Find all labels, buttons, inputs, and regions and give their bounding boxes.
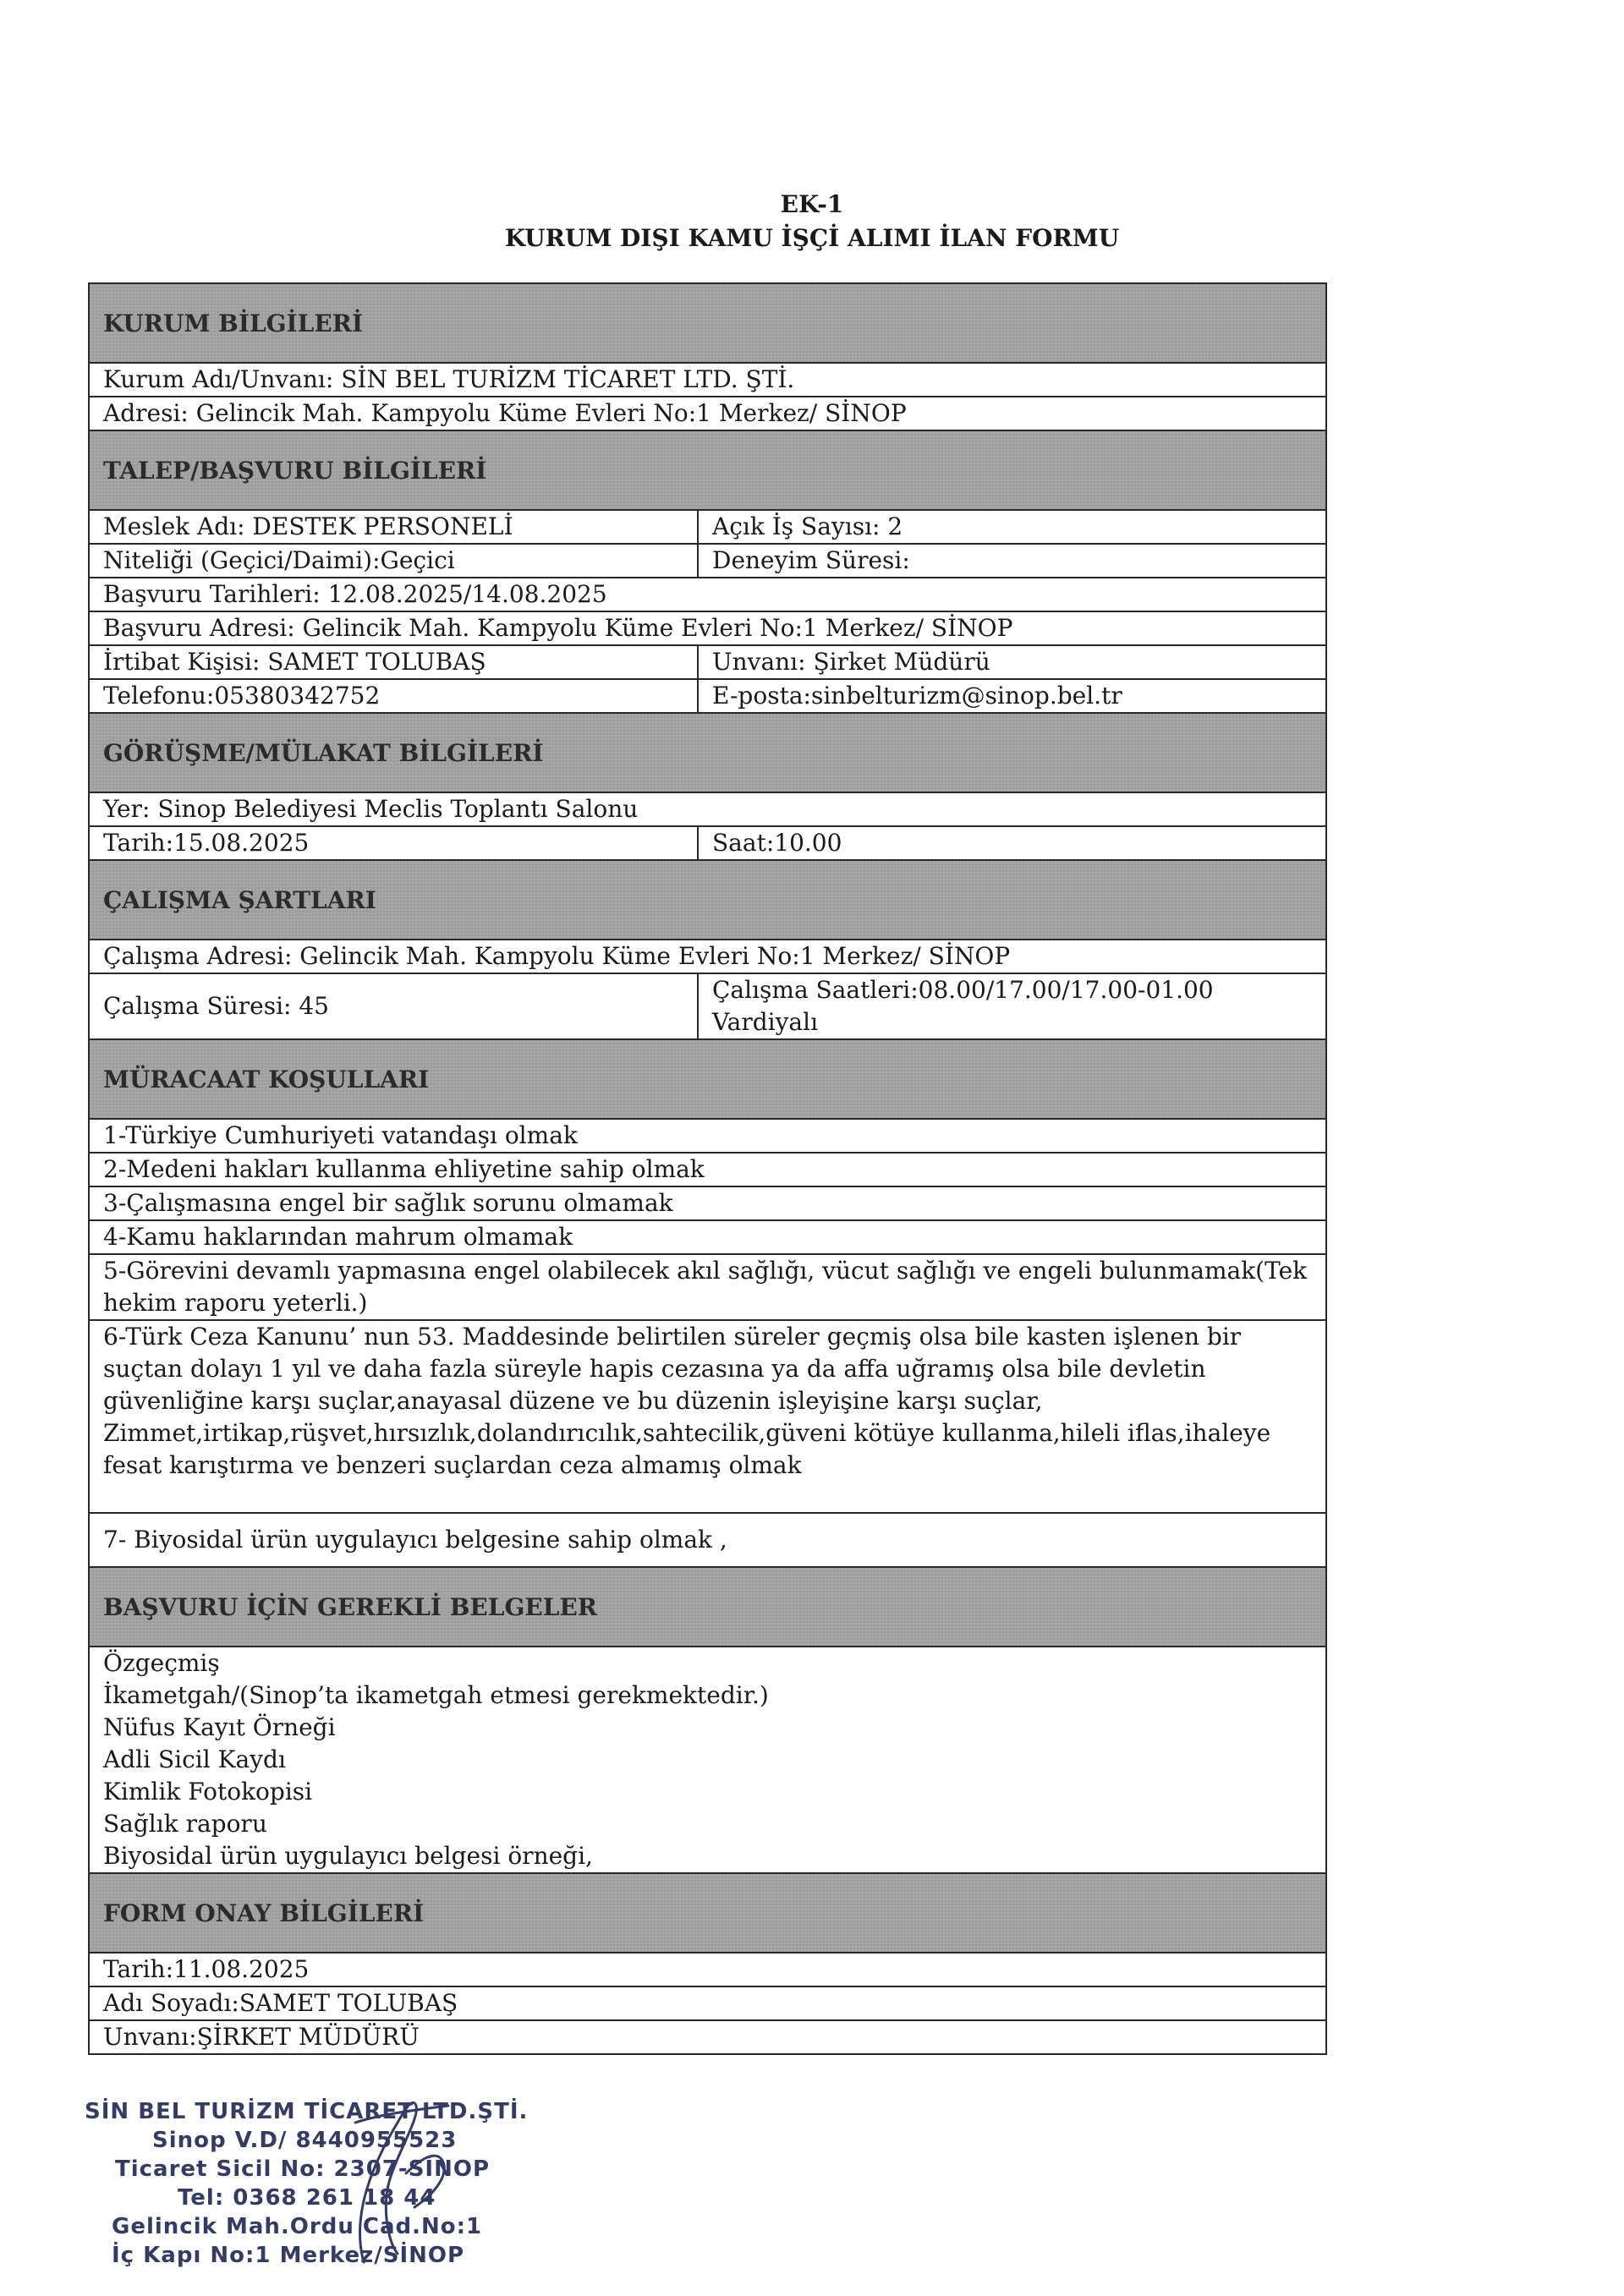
kosul-item: 6-Türk Ceza Kanunu’ nun 53. Maddesinde belirtilen süreler geçmiş olsa bile kasten işlenen bir suçtan dolayı 1 yıl ve daha fazla süreyle hapis cezasına ya da affa uğramış olsa bile devletin güvenliğine karşı suçlar,anayasal düzene ve bu düzenin işleyişine karşı suçlar, Zimmet,irtikap,rüşvet,hırsızlık,dolandırıcılık,sahtecilik,güveni kötüye kullanma,hileli iflas,ihaleye fesat karıştırma ve benzeri suçlardan ceza almamış olmak bbox=[103, 1323, 1271, 1479]
section-kurum-heading: KURUM BİLGİLERİ bbox=[90, 284, 1325, 364]
niteligi: Niteliği (Geçici/Daimi):Geçici bbox=[90, 545, 699, 577]
belge-item: Kimlik Fotokopisi bbox=[103, 1778, 313, 1806]
e-posta: E-posta:sinbelturizm@sinop.bel.tr bbox=[712, 682, 1122, 710]
irtibat-kisisi: İrtibat Kişisi: SAMET TOLUBAŞ bbox=[90, 646, 699, 678]
belge-item: Biyosidal ürün uygulayıcı belgesi örneği, bbox=[103, 1842, 593, 1870]
calisma-adresi: Çalışma Adresi: Gelincik Mah. Kampyolu Küme Evleri No:1 Merkez/ SİNOP bbox=[103, 942, 1011, 970]
section-onay-heading: FORM ONAY BİLGİLERİ bbox=[90, 1874, 1325, 1954]
kosul-item: 5-Görevini devamlı yapmasına engel olabilecek akıl sağlığı, vücut sağlığı ve engeli bulunmamak(Tek hekim raporu yeterli.) bbox=[103, 1257, 1308, 1317]
calisma-suresi: Çalışma Süresi: 45 bbox=[90, 974, 699, 1038]
annex-label: EK-1 bbox=[780, 190, 844, 218]
gorusme-yeri: Yer: Sinop Belediyesi Meclis Toplantı Salonu bbox=[103, 795, 639, 823]
basvuru-adresi: Başvuru Adresi: Gelincik Mah. Kampyolu Küme Evleri No:1 Merkez/ SİNOP bbox=[103, 614, 1013, 642]
kosul-item: 2-Medeni hakları kullanma ehliyetine sahip olmak bbox=[103, 1155, 705, 1183]
section-talep-heading: TALEP/BAŞVURU BİLGİLERİ bbox=[90, 431, 1325, 511]
stamp-line: Sinop V.D/ 8440955523 bbox=[152, 2128, 458, 2153]
kurum-address: Adresi: Gelincik Mah. Kampyolu Küme Evleri No:1 Merkez/ SİNOP bbox=[103, 399, 907, 427]
kurum-name: Kurum Adı/Unvanı: SİN BEL TURİZM TİCARET LTD. ŞTİ. bbox=[103, 365, 795, 393]
irtibat-unvani: Unvanı: Şirket Müdürü bbox=[712, 648, 990, 676]
gorusme-tarihi: Tarih:15.08.2025 bbox=[90, 827, 699, 859]
stamp-line: Ticaret Sicil No: 2307-SİNOP bbox=[115, 2156, 491, 2182]
gorusme-saati: Saat:10.00 bbox=[712, 829, 842, 857]
stamp-line: SİN BEL TURİZM TİCARET LTD.ŞTİ. bbox=[85, 2099, 529, 2124]
document-header bbox=[0, 188, 1624, 255]
announcement-form bbox=[88, 282, 1327, 2055]
section-gorusme-heading: GÖRÜŞME/MÜLAKAT BİLGİLERİ bbox=[90, 714, 1325, 793]
kosul-item: 4-Kamu haklarından mahrum olmamak bbox=[103, 1223, 573, 1251]
belge-item: İkametgah/(Sinop’ta ikametgah etmesi gerekmektedir.) bbox=[103, 1681, 769, 1709]
basvuru-tarihleri: Başvuru Tarihleri: 12.08.2025/14.08.2025 bbox=[103, 580, 607, 608]
belge-item: Özgeçmiş bbox=[103, 1649, 220, 1677]
meslek-adi: Meslek Adı: DESTEK PERSONELİ bbox=[90, 511, 699, 543]
stamp-line: Gelincik Mah.Ordu Cad.No:1 bbox=[112, 2214, 483, 2239]
stamp-line: Tel: 0368 261 18 44 bbox=[178, 2185, 436, 2211]
section-muracaat-heading: MÜRACAAT KOŞULLARI bbox=[90, 1040, 1325, 1120]
belge-item: Adli Sicil Kaydı bbox=[103, 1745, 286, 1773]
acik-is-sayisi: Açık İş Sayısı: 2 bbox=[712, 512, 903, 540]
section-belgeler-heading: BAŞVURU İÇİN GEREKLİ BELGELER bbox=[90, 1568, 1325, 1647]
belge-item: Nüfus Kayıt Örneği bbox=[103, 1713, 336, 1741]
belge-item: Sağlık raporu bbox=[103, 1810, 267, 1838]
onay-unvani: Unvanı:ŞİRKET MÜDÜRÜ bbox=[103, 2023, 420, 2051]
telefon: Telefonu:05380342752 bbox=[90, 680, 699, 712]
onay-tarihi: Tarih:11.08.2025 bbox=[103, 1955, 310, 1983]
form-title: KURUM DIŞI KAMU İŞÇİ ALIMI İLAN FORMU bbox=[504, 224, 1120, 252]
signature-icon bbox=[271, 2072, 491, 2275]
kosul-item: 1-Türkiye Cumhuriyeti vatandaşı olmak bbox=[103, 1121, 578, 1149]
kosul-item: 3-Çalışmasına engel bir sağlık sorunu olmamak bbox=[103, 1189, 673, 1217]
kosul-item: 7- Biyosidal ürün uygulayıcı belgesine sahip olmak , bbox=[103, 1526, 727, 1553]
section-calisma-heading: ÇALIŞMA ŞARTLARI bbox=[90, 861, 1325, 940]
onay-adi-soyadi: Adı Soyadı:SAMET TOLUBAŞ bbox=[103, 1989, 458, 2017]
stamp-line: İç Kapı No:1 Merkez/SİNOP bbox=[112, 2243, 465, 2268]
deneyim-suresi: Deneyim Süresi: bbox=[712, 546, 910, 574]
calisma-saatleri: Çalışma Saatleri:08.00/17.00/17.00-01.00 Vardiyalı bbox=[712, 976, 1214, 1036]
